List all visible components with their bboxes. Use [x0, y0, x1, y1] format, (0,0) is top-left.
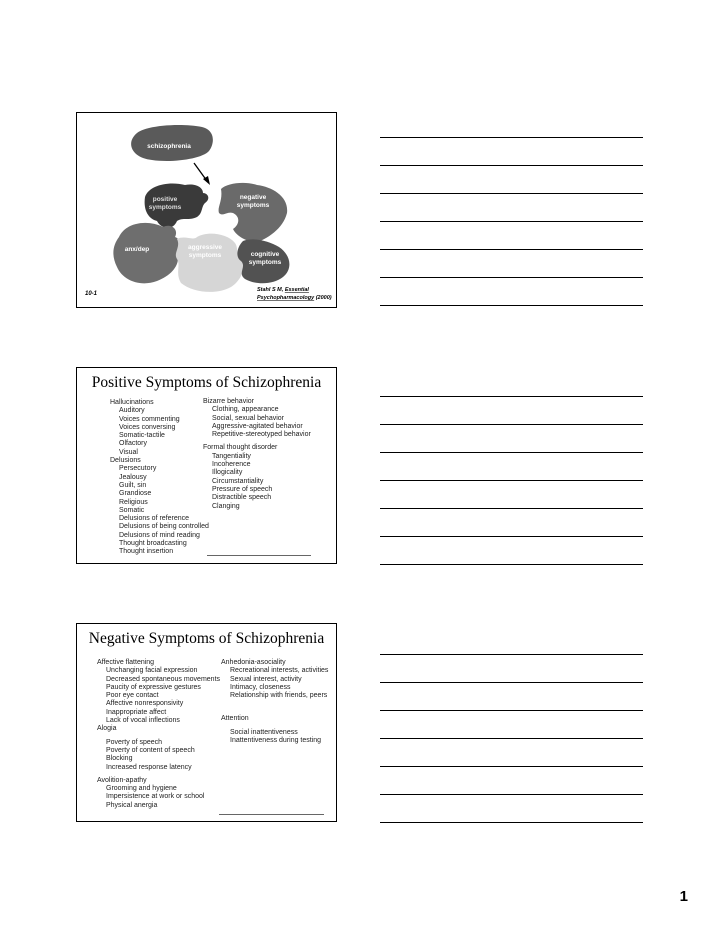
- svg-text:Psychopharmacology (2000): [257, 295, 332, 301]
- citation: [257, 287, 332, 301]
- list-item: Poor eye contact: [106, 692, 159, 700]
- list-item: Blocking: [106, 755, 133, 763]
- schizophrenia-puzzle-diagram: [77, 113, 336, 307]
- group-heading: Bizarre behavior: [203, 398, 254, 405]
- schizophrenia-piece: [131, 125, 213, 161]
- list-item: Distractible speech: [212, 494, 272, 502]
- list-item: Affective nonresponsivity: [106, 700, 184, 708]
- cognitive-symptoms-piece: [237, 239, 289, 283]
- list-item: Poverty of content of speech: [106, 746, 195, 754]
- list-item: Relationship with friends, peers: [230, 692, 328, 700]
- list-item: Visual: [119, 448, 138, 456]
- list-item: Thought insertion: [119, 548, 174, 556]
- notes-line: [380, 249, 643, 250]
- slide-3-thumbnail: [76, 623, 337, 822]
- positive-label-line2: symptoms: [148, 204, 182, 211]
- notes-line: [380, 536, 643, 537]
- positive-label-line1: positive: [152, 196, 178, 203]
- list-item: Clanging: [212, 502, 240, 510]
- aggressive-symptoms-piece: [176, 234, 244, 292]
- notes-line: [380, 564, 643, 565]
- citation-title-part2: Psychopharmacology: [257, 295, 315, 301]
- slide-2-thumbnail: [76, 367, 337, 564]
- right-column: [221, 659, 328, 745]
- list-item: Increased response latency: [106, 763, 192, 771]
- positive-symptoms-piece: [145, 184, 209, 228]
- group-heading: Attention: [221, 715, 249, 723]
- list-item: Recreational interests, activities: [230, 667, 329, 675]
- list-item: Repetitive-stereotyped behavior: [212, 431, 311, 439]
- list-item: Decreased spontaneous movements: [106, 675, 221, 683]
- list-item: Inattentiveness during testing: [230, 737, 322, 745]
- divider: [219, 814, 324, 815]
- anx-dep-label: anx/dep: [124, 246, 150, 253]
- slide-1-thumbnail: [76, 112, 337, 308]
- list-item: Inappropriate affect: [106, 708, 167, 716]
- notes-line: [380, 738, 643, 739]
- list-item: Guilt, sin: [119, 481, 147, 489]
- group-heading: Alogia: [97, 725, 117, 733]
- list-item: Voices conversing: [119, 423, 176, 431]
- list-item: Tangentiality: [212, 452, 251, 460]
- negative-label-line2: symptoms: [236, 202, 270, 209]
- notes-line: [380, 221, 643, 222]
- list-item: Religious: [119, 498, 148, 506]
- list-item: Persecutory: [119, 465, 157, 473]
- slide-number: 10-1: [85, 291, 98, 297]
- notes-line: [380, 165, 643, 166]
- list-item: Physical anergia: [106, 801, 158, 809]
- list-item: Clothing, appearance: [212, 406, 279, 414]
- notes-line: [380, 508, 643, 509]
- notes-line: [380, 193, 643, 194]
- cognitive-label-line1: cognitive: [250, 251, 280, 258]
- notes-line: [380, 654, 643, 655]
- list-item: Delusions of reference: [119, 515, 190, 523]
- list-item: Jealousy: [119, 473, 147, 481]
- notes-line: [380, 137, 643, 138]
- slide-title: Negative Symptoms of Schizophrenia: [88, 630, 325, 647]
- list-item: Social inattentiveness: [230, 728, 298, 736]
- notes-line: [380, 277, 643, 278]
- list-item: Grandiose: [119, 490, 152, 498]
- list-item: Olfactory: [119, 440, 148, 448]
- aggressive-label-line1: aggressive: [188, 244, 222, 251]
- negative-symptoms-piece: [219, 183, 288, 243]
- list-item: Social, sexual behavior: [212, 414, 284, 422]
- list-item: Delusions of being controlled: [119, 523, 209, 531]
- notes-line: [380, 794, 643, 795]
- notes-line: [380, 452, 643, 453]
- group-heading: Affective flattening: [97, 659, 155, 666]
- svg-text:Stahl S M, Essential: [257, 287, 309, 293]
- aggressive-label-line2: symptoms: [188, 252, 222, 259]
- list-item: Pressure of speech: [212, 485, 273, 493]
- list-item: Somatic-tactile: [119, 432, 165, 440]
- group-heading: Avolition-apathy: [97, 776, 147, 784]
- group-heading: Hallucinations: [110, 399, 154, 406]
- schizophrenia-label: schizophrenia: [147, 143, 191, 150]
- list-item: Auditory: [119, 407, 145, 415]
- divider: [207, 555, 311, 556]
- cognitive-label-line2: symptoms: [248, 259, 282, 266]
- list-item: Illogicality: [212, 469, 243, 477]
- list-item: Poverty of speech: [106, 738, 163, 746]
- list-item: Aggressive-agitated behavior: [212, 422, 303, 430]
- group-heading: Delusions: [110, 457, 141, 465]
- list-item: Somatic: [119, 506, 145, 514]
- left-column: [97, 659, 220, 810]
- list-item: Lack of vocal inflections: [106, 717, 180, 725]
- notes-line: [380, 305, 643, 306]
- list-item: Circumstantiality: [212, 477, 264, 485]
- list-item: Sexual interest, activity: [230, 675, 302, 683]
- list-item: Grooming and hygiene: [106, 785, 177, 793]
- arrow-icon: [194, 163, 210, 185]
- left-column: [110, 399, 209, 557]
- list-item: Delusions of mind reading: [119, 531, 200, 539]
- citation-year: (2000): [315, 295, 332, 301]
- negative-label-line1: negative: [239, 194, 267, 201]
- page-number: 1: [679, 888, 688, 905]
- notes-line: [380, 710, 643, 711]
- slide-title: Positive Symptoms of Schizophrenia: [91, 374, 322, 391]
- notes-line: [380, 766, 643, 767]
- list-item: Voices commenting: [119, 415, 180, 423]
- anx-dep-piece: [113, 223, 180, 283]
- list-item: Unchanging facial expression: [106, 667, 198, 675]
- group-heading: Anhedonia-asociality: [221, 659, 286, 666]
- notes-line: [380, 822, 643, 823]
- list-item: Impersistence at work or school: [106, 793, 205, 801]
- list-item: Intimacy, closeness: [230, 683, 291, 691]
- right-column: [203, 398, 311, 511]
- notes-line: [380, 424, 643, 425]
- citation-title-part1: Essential: [284, 287, 309, 293]
- list-item: Incoherence: [212, 461, 251, 469]
- notes-line: [380, 480, 643, 481]
- notes-line: [380, 396, 643, 397]
- group-heading: Formal thought disorder: [203, 444, 278, 452]
- list-item: Paucity of expressive gestures: [106, 683, 201, 691]
- list-item: Thought broadcasting: [119, 540, 187, 548]
- citation-author: Stahl S M,: [257, 287, 284, 293]
- notes-line: [380, 682, 643, 683]
